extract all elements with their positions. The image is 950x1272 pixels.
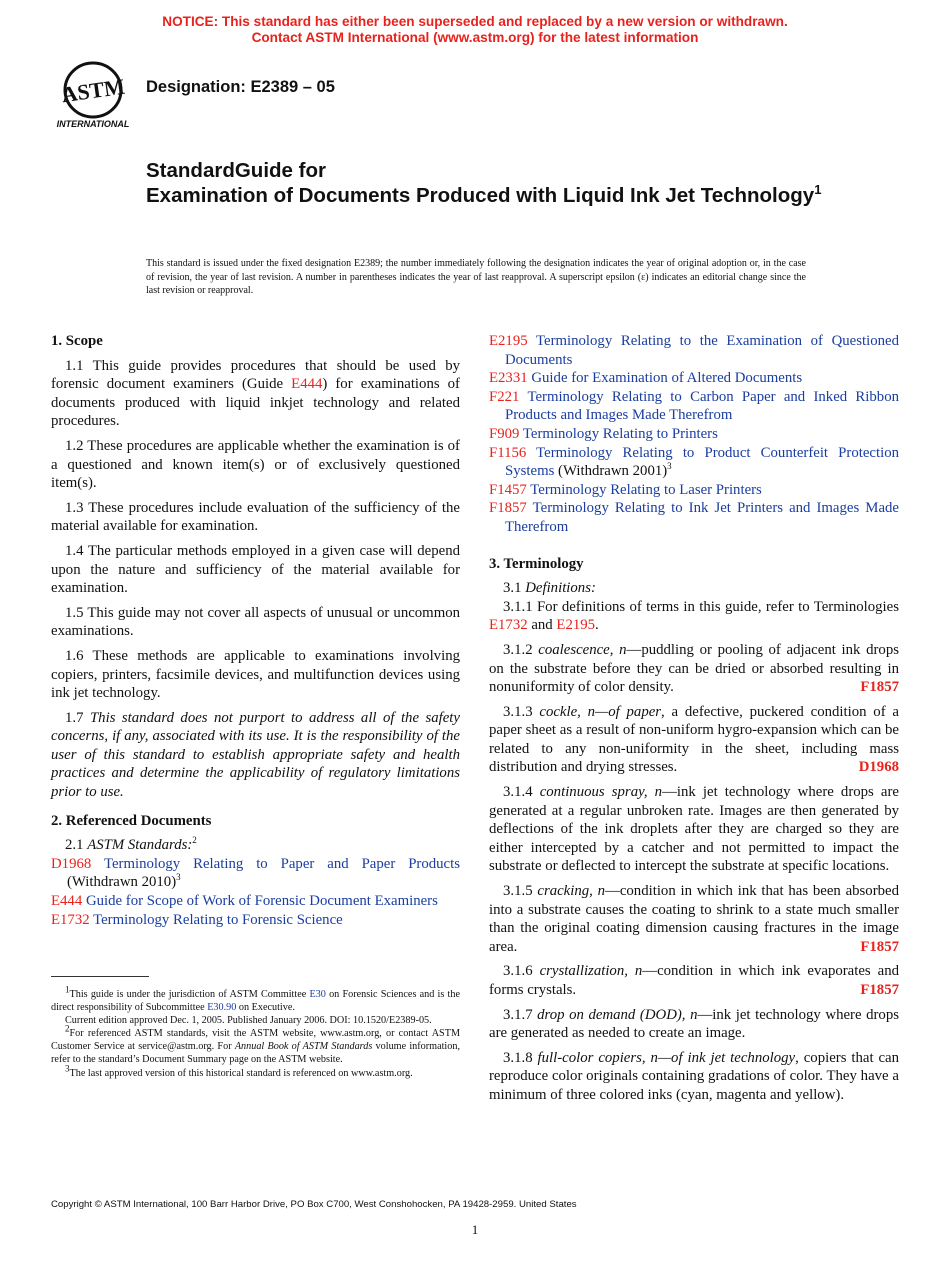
definition-term: coalescence, n [538, 641, 627, 658]
title-footnote-mark: 1 [814, 182, 822, 198]
refdocs-2-1: 2.1 ASTM Standards:$^2$ [65, 835, 197, 854]
reference-list-left [51, 855, 460, 929]
terminology-heading: 3. Terminology [489, 555, 584, 572]
reference-code[interactable]: E2331 [489, 370, 528, 387]
copyright-line: Copyright © ASTM International, 100 Barr Harbor Drive, PO Box C700, West Conshohocken, PA 19428-2959. United States [51, 1199, 577, 1210]
supersession-notice [0, 14, 950, 46]
ref-link-e1732[interactable]: E1732 [489, 617, 528, 634]
reference-list-right [489, 332, 899, 537]
definition-number: 3.1.6 [503, 963, 540, 980]
definition-number: 3.1.3 [503, 703, 540, 720]
reference-title[interactable]: Terminology Relating to Paper and Paper Products [103, 855, 460, 872]
reference-code[interactable]: E1732 [51, 911, 90, 928]
reference-code[interactable]: E444 [51, 893, 83, 910]
scope-1-7: 1.7 This standard does not purport to address all of the safety concerns, if any, associated with its use. It is the responsibility of the user of this standard to establish appropriate safety and health practices and determine the applicability of regulatory limitations prior to use. [51, 709, 460, 801]
notice-line-1: NOTICE: This standard has either been superseded and replaced by a new version or withdrawn. [162, 14, 788, 29]
definition-text: —condition in which ink that has been absorbed into a substrate causes the coating to shrink to a state much smaller than the original coating dimension causing fractures in the image area. [489, 883, 899, 955]
reference-code[interactable]: F1156 [489, 444, 527, 461]
reference-title[interactable]: Terminology Relating to Forensic Science [93, 911, 343, 928]
definition-term: crystallization, n [539, 963, 643, 980]
reference-code[interactable]: F1457 [489, 481, 527, 498]
reference-title[interactable]: Terminology Relating to the Examination of Questioned Documents [505, 333, 899, 368]
scope-1-1: 1.1 This guide provides procedures that should be used by forensic document examiners (Guide E444) for examinations of documents produced with liquid inkjet technology and related procedures. [51, 357, 460, 430]
subcommittee-link-e30-90[interactable]: E30.90 [207, 1002, 237, 1014]
definition-item [489, 641, 899, 697]
reference-item [489, 499, 899, 536]
logo-sub-text: INTERNATIONAL [56, 119, 130, 129]
reference-title[interactable]: Terminology Relating to Laser Printers [530, 481, 762, 498]
definition-source[interactable]: D1968 [858, 759, 899, 776]
definition-text: , copiers that can reproduce color originals containing gradations of color. They have a minimum of three colored inks (cyan, magenta and yellow). [489, 1049, 900, 1103]
definition-item [489, 1006, 899, 1043]
intro-note: This standard is issued under the fixed designation E2389; the number immediately following the designation indicates the year of original adoption or, in the case of revision, the year of last revision. A number in parentheses indicates the year of last reapproval. A superscript epsilon (ε) indicates an editorial change since the last revision or reapproval. [146, 258, 806, 296]
committee-link-e30[interactable]: E30 [309, 989, 326, 1000]
ref-link-e2195[interactable]: E2195 [556, 617, 596, 634]
reference-title[interactable]: Terminology Relating to Product Counterfeit Protection Systems [505, 444, 900, 480]
document-title [146, 158, 826, 208]
definition-source[interactable]: F1857 [860, 982, 899, 998]
footnote-1-edition: Current edition approved Dec. 1, 2005. Published January 2006. DOI: 10.1520/E2389-05. [65, 1015, 432, 1027]
right-column [489, 332, 899, 1111]
scope-1-5: 1.5 This guide may not cover all aspects of unusual or uncommon examinations. [51, 604, 460, 640]
astm-logo [55, 60, 133, 130]
definition-term: continuous spray, n [539, 784, 663, 801]
scope-1-3: 1.3 These procedures include evaluation of the sufficiency of the material available for examination. [51, 499, 460, 535]
footnote-1: $^1$This guide is under the jurisdiction of ASTM Committee E30 on Forensic Sciences and is the direct responsibility of Subcommittee E30.90 on Executive. [51, 984, 460, 1014]
scope-1-2: 1.2 These procedures are applicable whether the examination is of a questioned and known item(s) or of exclusively questioned item(s). [51, 437, 460, 492]
definition-term: full-color copiers, n—of ink jet technology [537, 1049, 796, 1066]
definition-list [489, 641, 899, 1105]
definition-3-1-1: 3.1.1 For definitions of terms in this guide, refer to Terminologies E1732 and E2195. [489, 598, 899, 634]
definition-text: , a defective, puckered condition of a paper sheet as a result of non-uniform hygro-expansion which can be related to any non-uniformity in the sheet, including mass distribution and drying stresses. [489, 703, 899, 776]
reference-item [51, 911, 460, 930]
definition-item [489, 783, 899, 876]
refdocs-heading: 2. Referenced Documents [51, 812, 212, 829]
definition-term: drop on demand (DOD), n [537, 1006, 698, 1023]
definition-source[interactable]: F1857 [860, 679, 899, 696]
definition-item [489, 882, 899, 956]
reference-item [489, 481, 899, 500]
reference-note: (Withdrawn 2010) [67, 874, 177, 891]
footnote-2: $^2$For referenced ASTM standards, visit the ASTM website, www.astm.org, or contact ASTM Customer Service at service@astm.org. For Annual Book of ASTM Standards volume information, refer to the standard’s Document Summary page on the ASTM website. [51, 1023, 460, 1066]
definition-text: —condition in which ink evaporates and forms crystals. [489, 963, 899, 998]
definition-item [489, 1049, 899, 1105]
reference-title[interactable]: Guide for Examination of Altered Documents [531, 370, 803, 387]
definition-number: 3.1.2 [503, 641, 539, 658]
title-line-1: StandardGuide for [146, 159, 326, 182]
reference-code[interactable]: E2195 [489, 333, 528, 349]
definition-number: 3.1.4 [503, 784, 540, 801]
definition-source[interactable]: F1857 [860, 938, 899, 955]
definitions-3-1: 3.1 Definitions: [503, 580, 596, 597]
reference-title[interactable]: Terminology Relating to Ink Jet Printers and Images Made Therefrom [505, 500, 899, 535]
reference-item [489, 369, 899, 388]
definition-term: cracking, n [537, 883, 606, 900]
reference-item [51, 855, 460, 892]
reference-title[interactable]: Guide for Scope of Work of Forensic Document Examiners [85, 893, 438, 910]
definition-item [489, 962, 899, 999]
footnote-divider [51, 976, 149, 977]
scope-1-6: 1.6 These methods are applicable to examinations involving copiers, printers, facsimile devices, and multifunction devices using ink jet technology. [51, 647, 460, 702]
footnote-3: $^3$The last approved version of this historical standard is referenced on www.astm.org. [65, 1063, 413, 1079]
notice-line-2: Contact ASTM International (www.astm.org) for the latest information [251, 30, 699, 45]
reference-item [489, 332, 899, 369]
left-column [51, 332, 460, 929]
title-line-2: Examination of Documents Produced with Liquid Ink Jet Technology [146, 184, 815, 207]
reference-code[interactable]: D1968 [51, 855, 92, 872]
definition-number: 3.1.8 [503, 1049, 538, 1066]
definition-term: cockle, n—of paper [539, 703, 662, 720]
definition-text: —puddling or pooling of adjacent ink drops on the substrate before they can be dried or absorbed resulting in nonuniformity of color density. [489, 641, 899, 696]
definition-item [489, 703, 899, 777]
designation: Designation: E2389 – 05 [146, 78, 335, 96]
reference-item [489, 425, 899, 444]
definition-text: —ink jet technology where drops are generated at a regular unbroken rate. Images are then generated by deflections of the ink droplets after they are charged so they are either intercepted by a catcher and not permitted to impact the substrate or deflected to intercept the substrate at specific locations. [489, 784, 899, 875]
reference-item [51, 892, 460, 911]
reference-title[interactable]: Terminology Relating to Carbon Paper and Inked Ribbon Products and Images Made Therefrom [505, 388, 899, 424]
reference-code[interactable]: F1857 [489, 500, 527, 517]
scope-heading: 1. Scope [51, 333, 103, 349]
page-number: 1 [471, 1222, 479, 1237]
logo-mark-text: ASTM [59, 73, 127, 108]
definition-text: —ink jet technology where drops are generated as needed to create an image. [489, 1006, 899, 1042]
definition-number: 3.1.7 [503, 1006, 538, 1023]
reference-note: (Withdrawn 2001) [558, 463, 668, 480]
reference-item [489, 388, 899, 425]
reference-code[interactable]: F221 [489, 388, 520, 405]
ref-link-e444[interactable]: E444 [291, 376, 323, 393]
reference-item [489, 444, 899, 481]
reference-footnote-mark: 3 [667, 461, 672, 472]
reference-title[interactable]: Terminology Relating to Printers [522, 425, 718, 442]
reference-footnote-mark: 3 [176, 872, 181, 883]
scope-1-4: 1.4 The particular methods employed in a given case will depend upon the nature and sufficiency of the material available for examination. [51, 542, 460, 597]
footnotes [51, 984, 460, 1080]
definition-number: 3.1.5 [503, 883, 538, 900]
reference-code[interactable]: F909 [489, 425, 520, 442]
